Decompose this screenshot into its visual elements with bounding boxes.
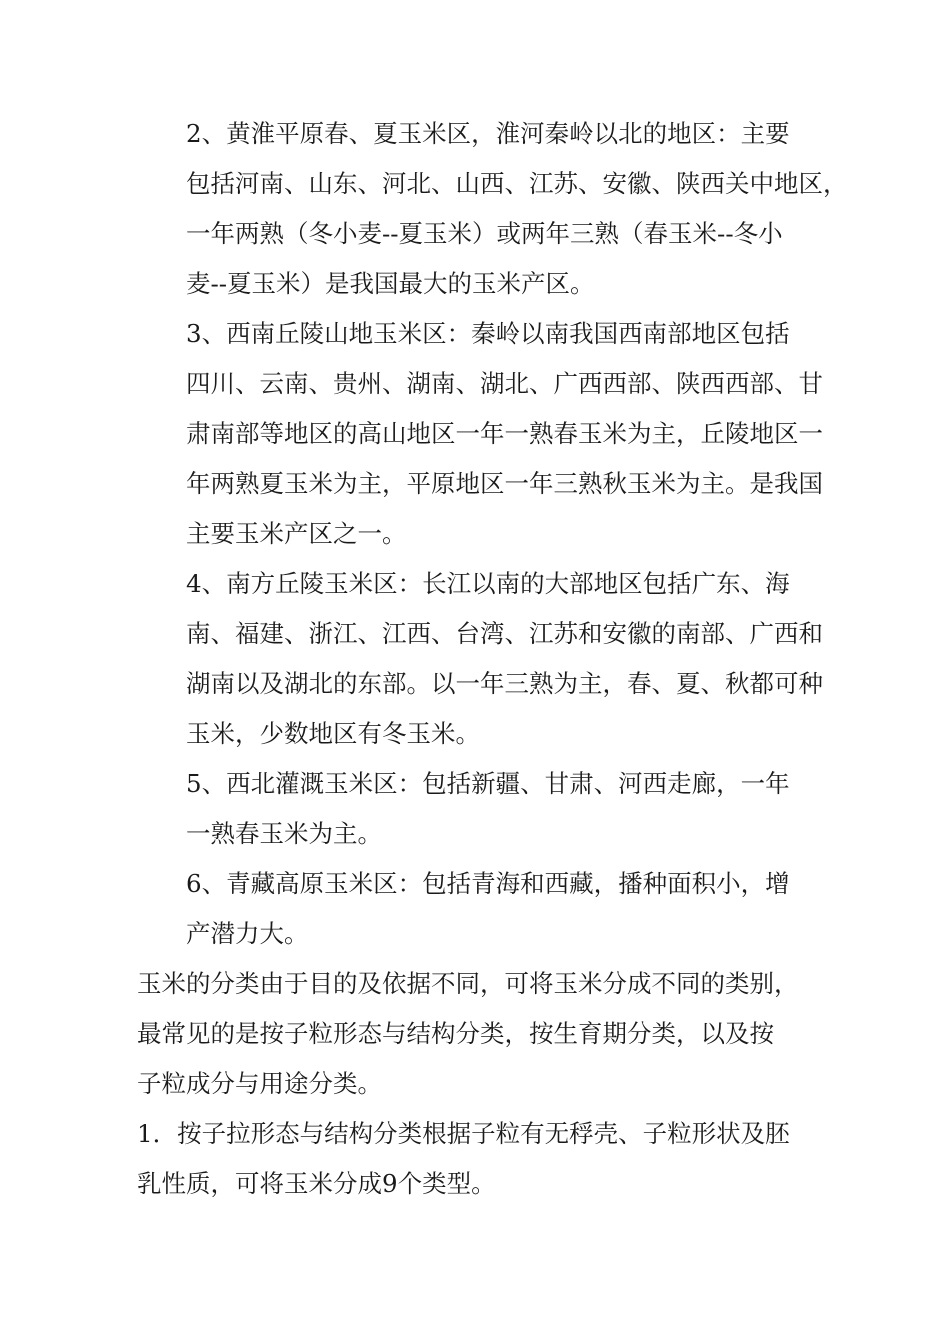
text-line: 包括河南、山东、河北、山西、江苏、安徽、陕西关中地区，	[186, 169, 848, 198]
text-line: 最常见的是按子粒形态与结构分类，按生育期分类，以及按	[137, 1019, 774, 1048]
text-line: 南、福建、浙江、江西、台湾、江苏和安徽的南部、广西和	[186, 619, 823, 648]
text-line: 麦--夏玉米）是我国最大的玉米产区。	[186, 269, 595, 298]
text-line: 一年两熟（冬小麦--夏玉米）或两年三熟（春玉米--冬小	[186, 219, 783, 248]
text-line: 玉米的分类由于目的及依据不同，可将玉米分成不同的类别，	[137, 969, 799, 998]
paragraph-classification-intro	[137, 959, 817, 1109]
text-line: 2、黄淮平原春、夏玉米区，淮河秦岭以北的地区：主要	[186, 119, 790, 148]
text-line: 子粒成分与用途分类。	[137, 1069, 382, 1098]
text-line: 肃南部等地区的高山地区一年一熟春玉米为主，丘陵地区一	[186, 419, 823, 448]
text-line: 年两熟夏玉米为主，平原地区一年三熟秋玉米为主。是我国	[186, 469, 823, 498]
text-line: 玉米，少数地区有冬玉米。	[186, 719, 480, 748]
paragraph-south-hills-region	[137, 559, 823, 759]
text-line: 乳性质，可将玉米分成9个类型。	[137, 1169, 496, 1198]
paragraph-southwest-region	[137, 309, 823, 559]
text-line: 1．按子拉形态与结构分类根据子粒有无稃壳、子粒形状及胚	[137, 1119, 790, 1148]
text-line: 5、西北灌溉玉米区：包括新疆、甘肃、河西走廊，一年	[186, 769, 790, 798]
paragraph-northwest-region	[137, 759, 817, 859]
paragraph-kernel-classification	[137, 1109, 817, 1209]
text-line: 4、南方丘陵玉米区：长江以南的大部地区包括广东、海	[186, 569, 790, 598]
text-line: 主要玉米产区之一。	[186, 519, 407, 548]
document-body	[137, 109, 848, 1209]
text-line: 6、青藏高原玉米区：包括青海和西藏，播种面积小，增	[186, 869, 790, 898]
text-line: 四川、云南、贵州、湖南、湖北、广西西部、陕西西部、甘	[186, 369, 823, 398]
text-line: 一熟春玉米为主。	[186, 819, 382, 848]
text-line: 3、西南丘陵山地玉米区：秦岭以南我国西南部地区包括	[186, 319, 790, 348]
paragraph-huanghuai-region	[137, 109, 848, 309]
text-line: 湖南以及湖北的东部。以一年三熟为主，春、夏、秋都可种	[186, 669, 823, 698]
text-line: 产潜力大。	[186, 919, 309, 948]
paragraph-qingzang-region	[137, 859, 817, 959]
